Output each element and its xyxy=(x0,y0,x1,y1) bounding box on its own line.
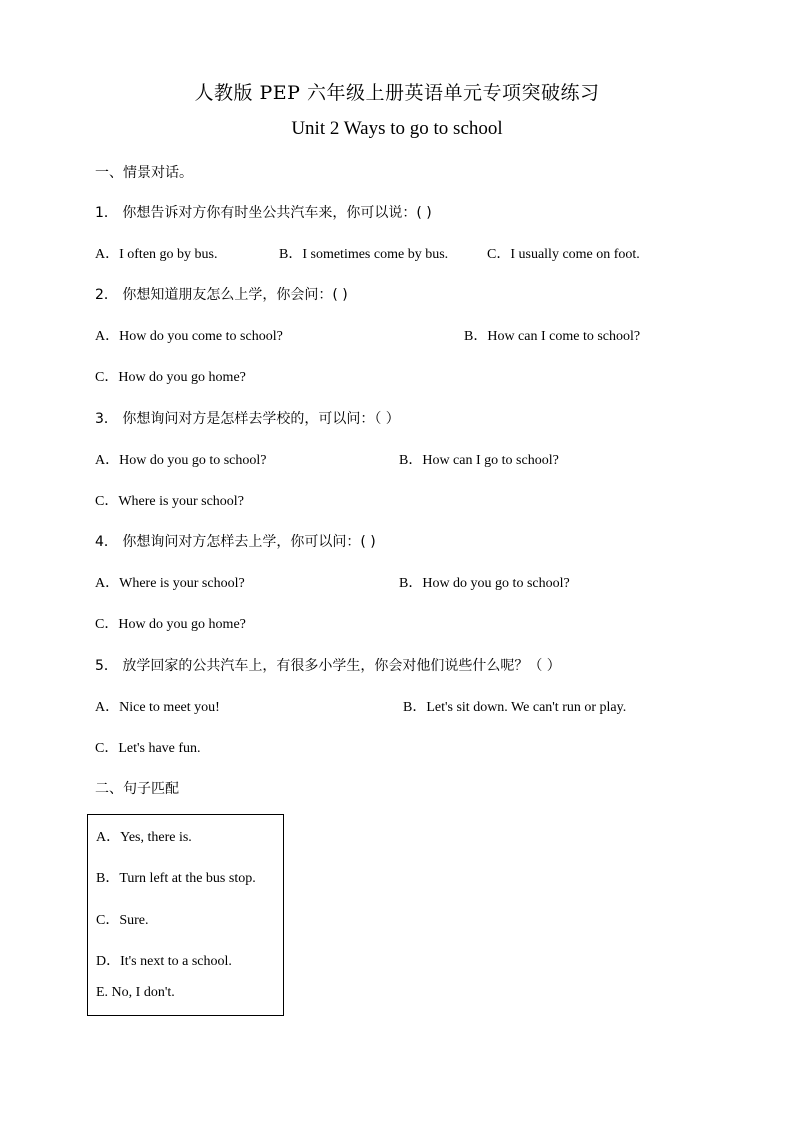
question-4-option-a: A．Where is your school? xyxy=(95,576,245,591)
question-1-option-c: C．I usually come on foot. xyxy=(487,247,640,262)
question-5-option-b: B．Let's sit down. We can't run or play. xyxy=(403,700,627,715)
page-subtitle: Unit 2 Ways to go to school xyxy=(291,118,503,139)
matching-answer-e: E. No, I don't. xyxy=(96,985,175,1000)
question-2-stem: 2． 你想知道朋友怎么上学，你会问：( ) xyxy=(95,287,348,303)
matching-answer-a: A．Yes, there is. xyxy=(96,830,192,845)
question-5-stem: 5． 放学回家的公共汽车上，有很多小学生，你会对他们说些什么呢？（ ） xyxy=(95,658,561,674)
question-3-option-c: C．Where is your school? xyxy=(95,494,244,509)
question-1-option-b: B．I sometimes come by bus. xyxy=(279,247,449,262)
question-1-option-a: A．I often go by bus. xyxy=(95,247,218,262)
question-4-stem: 4． 你想询问对方怎样去上学，你可以问：( ) xyxy=(95,534,376,550)
matching-answers-box xyxy=(87,814,284,1016)
question-3-option-b: B．How can I go to school? xyxy=(399,453,559,468)
matching-answer-b: B．Turn left at the bus stop. xyxy=(96,871,256,886)
question-2-option-b: B．How can I come to school? xyxy=(464,329,641,344)
question-4-option-c: C．How do you go home? xyxy=(95,617,246,632)
question-2-option-a: A．How do you come to school? xyxy=(95,329,283,344)
matching-answer-c: C．Sure. xyxy=(96,913,149,928)
question-3-stem: 3． 你想询问对方是怎样去学校的，可以问：（ ） xyxy=(95,411,400,427)
question-5-option-a: A．Nice to meet you! xyxy=(95,700,220,715)
question-2-option-c: C．How do you go home? xyxy=(95,370,246,385)
page-title: 人教版 PEP 六年级上册英语单元专项突破练习 xyxy=(194,82,600,104)
question-5-option-c: C．Let's have fun. xyxy=(95,741,201,756)
question-4-option-b: B．How do you go to school? xyxy=(399,576,570,591)
question-3-option-a: A．How do you go to school? xyxy=(95,453,267,468)
section2-heading: 二、句子匹配 xyxy=(95,781,179,797)
matching-answer-d: D．It's next to a school. xyxy=(96,954,232,969)
question-1-stem: 1． 你想告诉对方你有时坐公共汽车来，你可以说：( ) xyxy=(95,205,432,221)
section1-heading: 一、情景对话。 xyxy=(95,165,193,181)
